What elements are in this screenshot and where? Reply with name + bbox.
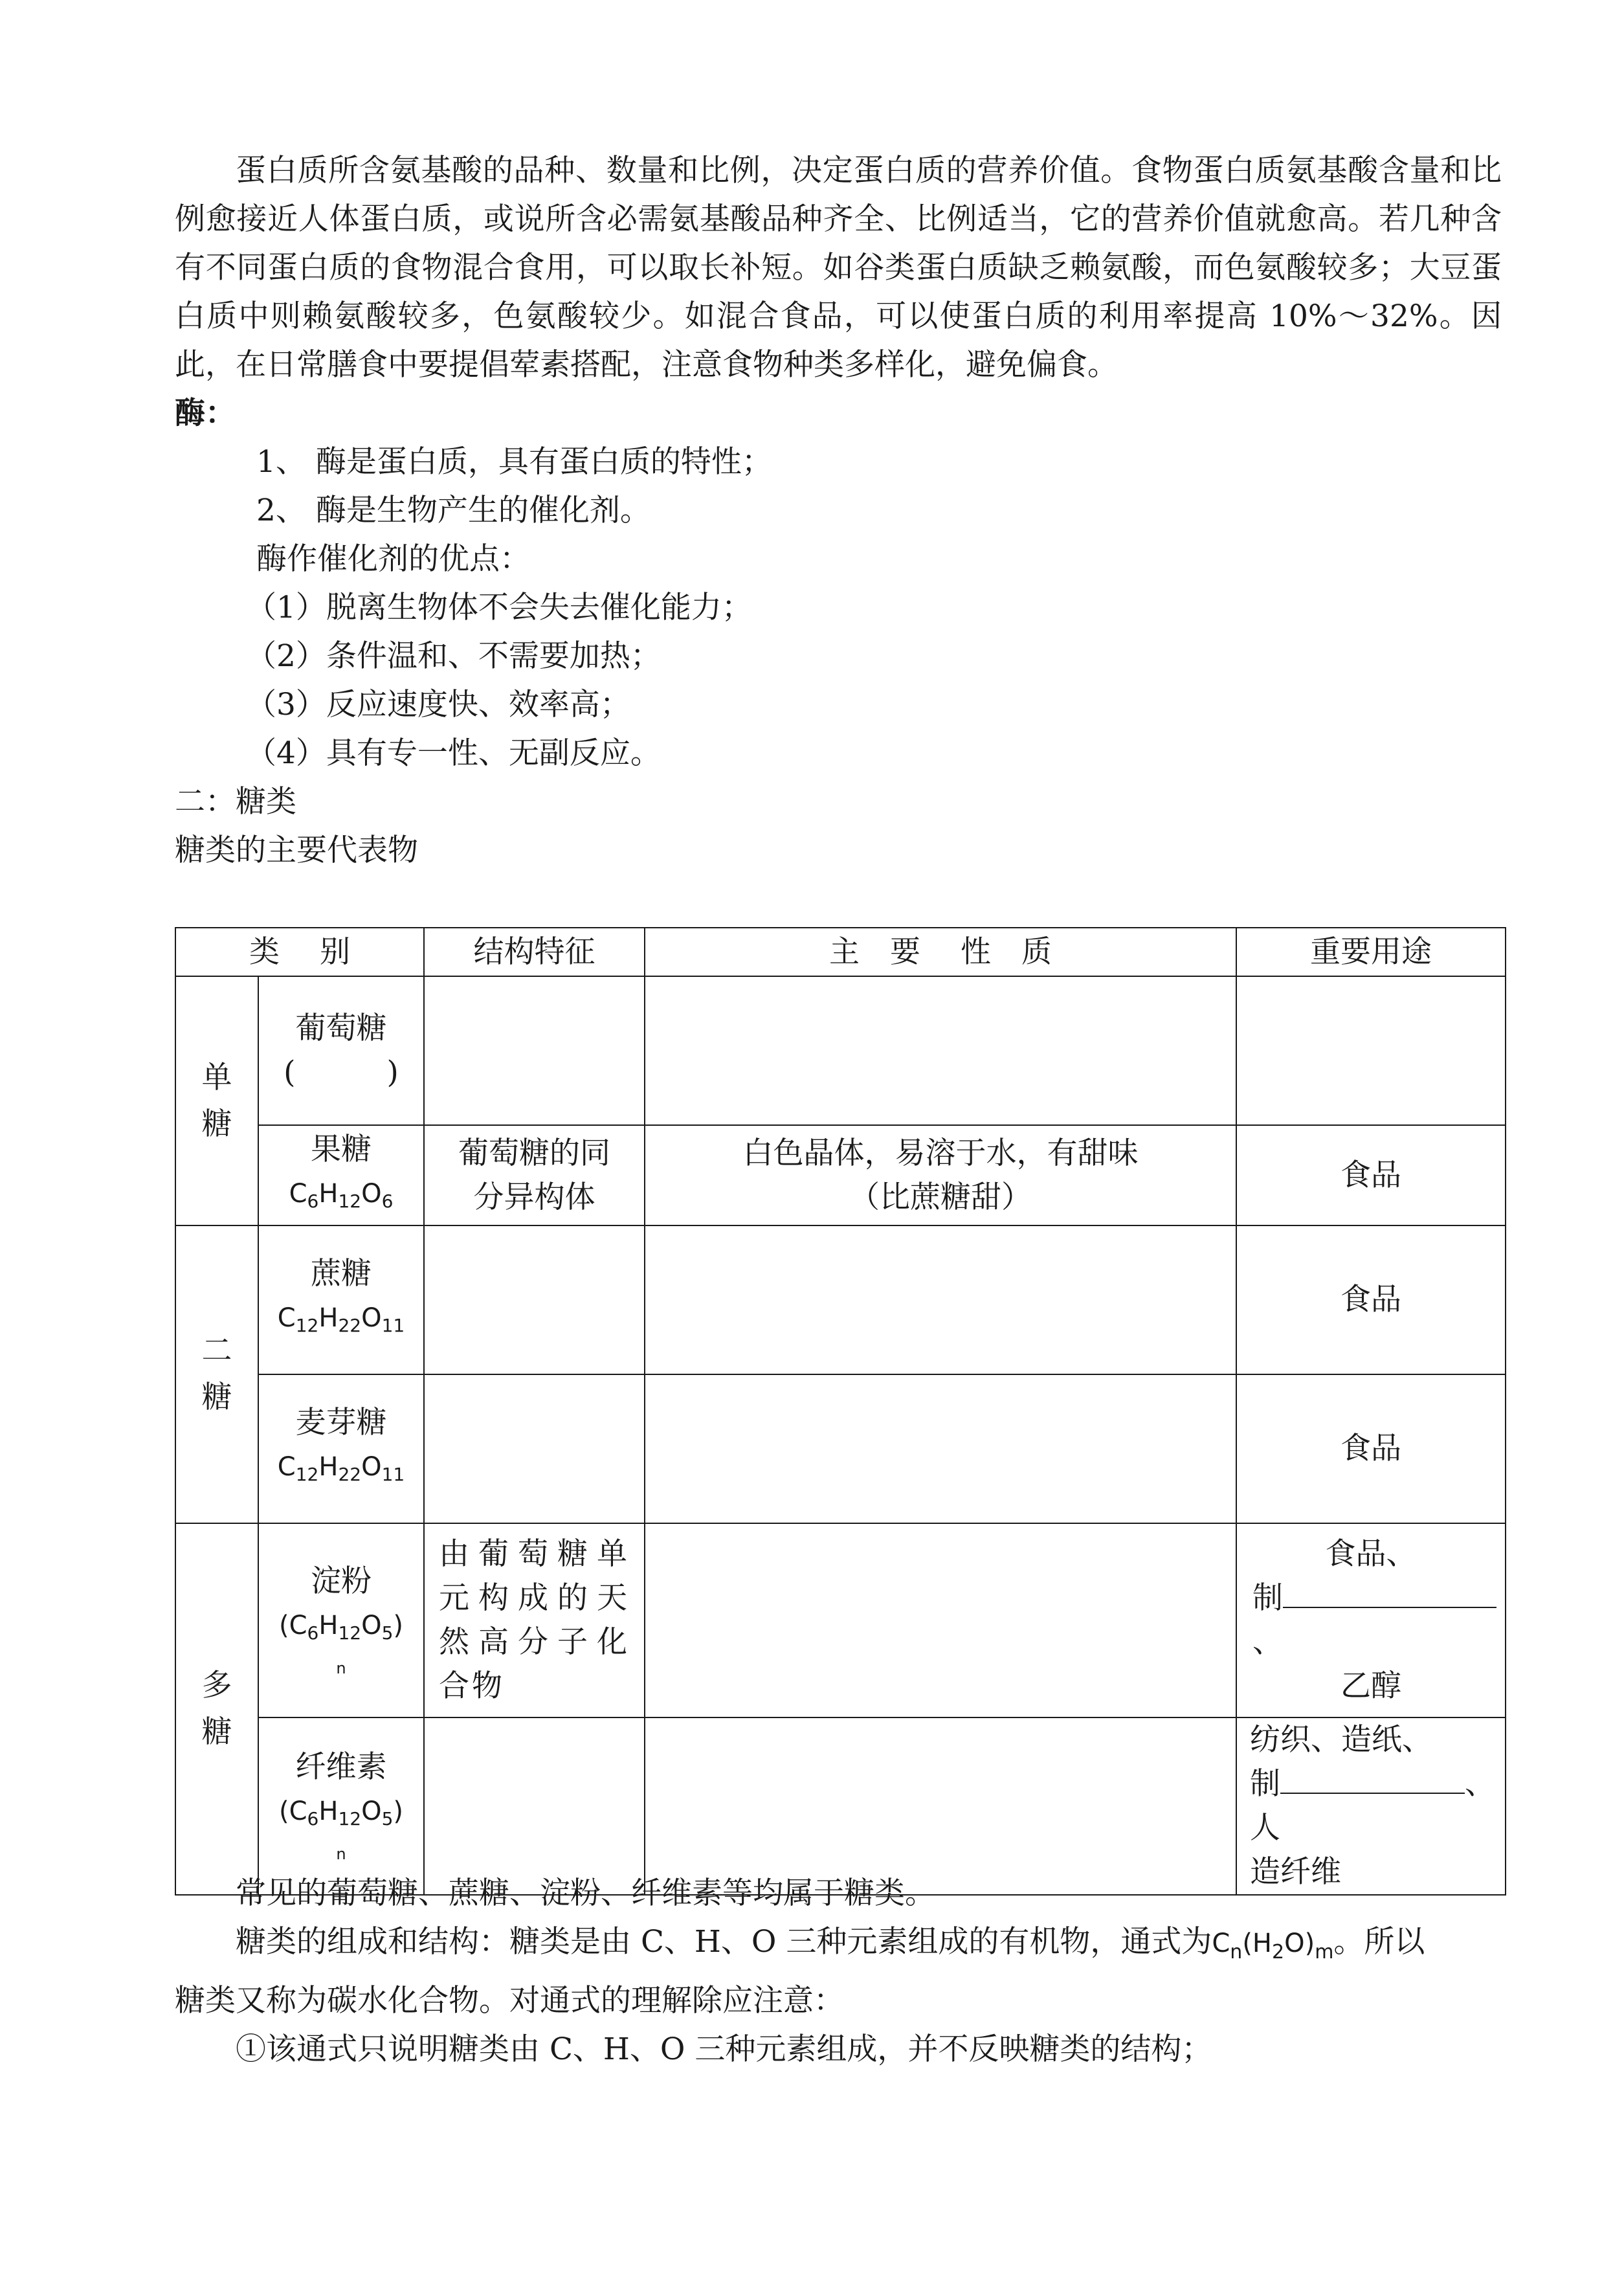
sugar-composition-text: 糖类的组成和结构：糖类是由 C、H、O 三种元素组成的有机物，通式为	[236, 1924, 1212, 1960]
cellulose-use	[1236, 1717, 1506, 1895]
glucose-property	[645, 976, 1236, 1125]
fructose-structure-text: 葡萄糖的同分异构体	[458, 1135, 611, 1215]
cellulose-use-suffix: 、人	[1250, 1766, 1496, 1846]
header-category: 类 别	[175, 928, 424, 976]
group-di-label: 二糖	[201, 1333, 232, 1415]
starch-use-prefix: 制	[1252, 1580, 1284, 1616]
enzyme-advantages-title: 酶作催化剂的优点：	[256, 541, 530, 577]
glucose-formula-blank: ( )	[284, 1055, 399, 1090]
cellulose-use-prefix: 制	[1250, 1766, 1281, 1802]
table-row	[175, 976, 1506, 1125]
section-title: 二：糖类	[175, 784, 296, 820]
fructose-name-cell	[258, 1125, 424, 1225]
cellulose-use-blank[interactable]	[1280, 1763, 1465, 1794]
table-row	[175, 1374, 1506, 1523]
enzyme-advantage-4: （4）具有专一性、无副反应。	[246, 735, 661, 771]
maltose-name: 麦芽糖	[295, 1405, 387, 1440]
starch-use-suffix: 、	[1252, 1624, 1284, 1660]
cellulose-structure	[424, 1717, 645, 1895]
maltose-structure	[424, 1374, 645, 1523]
starch-use-line3: 乙醇	[1340, 1668, 1402, 1704]
document-body	[175, 146, 1502, 875]
group-di	[175, 1225, 258, 1523]
sucrose-property	[645, 1225, 1236, 1374]
group-mono-label: 单糖	[201, 1059, 232, 1142]
sugar-composition-tail: 。所以	[1333, 1924, 1425, 1960]
sucrose-structure	[424, 1225, 645, 1374]
enzyme-advantage-2: （2）条件温和、不需要加热；	[246, 638, 661, 674]
starch-use-line2	[1237, 1576, 1505, 1664]
carbohydrate-note: 糖类又称为碳水化合物。对通式的理解除应注意：	[175, 1983, 844, 2019]
sucrose-formula: $C_{12}H_{22}O_{11}$	[277, 1303, 405, 1336]
maltose-formula: $C_{12}H_{22}O_{11}$	[277, 1452, 405, 1485]
glucose-name: 葡萄糖	[295, 1011, 387, 1046]
maltose-property	[645, 1374, 1236, 1523]
formula-note-1: ①该通式只说明糖类由 C、H、O 三种元素组成，并不反映糖类的结构；	[236, 2031, 1212, 2067]
table-row	[175, 1717, 1506, 1895]
sucrose-name: 蔗糖	[311, 1256, 372, 1292]
starch-name: 淀粉	[311, 1563, 372, 1599]
fructose-name: 果糖	[311, 1131, 372, 1167]
header-use: 重要用途	[1236, 928, 1506, 976]
cellulose-use-line1: 纺织、造纸、	[1250, 1722, 1433, 1758]
starch-name-cell	[258, 1523, 424, 1717]
intro-paragraph: 蛋白质所含氨基酸的品种、数量和比例，决定蛋白质的营养价值。食物蛋白质氨基酸含量和比例愈接近人体蛋白质，或说所含必需氨基酸品种齐全、比例适当，它的营养价值就愈高。若几种含有不同蛋白质的食物混合食用，可以取长补短。如谷类蛋白质缺乏赖氨酸，而色氨酸较多；大豆蛋白质中则赖氨酸较多，色氨酸较少。如混合食品，可以使蛋白质的利用率提高 10%～32%。因此，在日常膳食中要提倡荤素搭配，注意食物种类多样化，避免偏食。	[175, 153, 1502, 383]
cellulose-name: 纤维素	[295, 1749, 387, 1785]
maltose-use: 食品	[1236, 1374, 1506, 1523]
cellulose-name-cell	[258, 1717, 424, 1895]
after-table-text	[175, 1869, 1502, 2074]
fructose-formula: $C_6H_{12}O_6$	[289, 1178, 394, 1212]
group-mono	[175, 976, 258, 1225]
fructose-property	[645, 1125, 1236, 1225]
cellulose-use-line2	[1250, 1762, 1505, 1850]
enzyme-item-2: 2、 酶是生物产生的催化剂。	[256, 493, 651, 528]
sugar-table	[175, 927, 1506, 1896]
glucose-name-cell	[258, 976, 424, 1125]
header-structure: 结构特征	[424, 928, 645, 976]
sugar-examples: 常见的葡萄糖、蔗糖、淀粉、纤维素等均属于糖类。	[236, 1875, 935, 1911]
fructose-property-line1: 白色晶体，易溶于水，有甜味	[742, 1135, 1139, 1171]
starch-use-line1: 食品、	[1325, 1536, 1417, 1572]
cellulose-formula: $(C_6H_{12}O_5)$	[279, 1796, 404, 1829]
enzyme-item-1: 1、 酶是蛋白质，具有蛋白质的特性；	[256, 444, 772, 480]
starch-use	[1236, 1523, 1506, 1717]
starch-structure: 由葡萄糖单元构成的天然高分子化合物	[424, 1523, 645, 1717]
starch-property	[645, 1523, 1236, 1717]
glucose-use	[1236, 976, 1506, 1125]
enzyme-heading: 酶：	[175, 396, 236, 431]
table-caption: 糖类的主要代表物	[175, 833, 418, 868]
cellulose-property	[645, 1717, 1236, 1895]
group-poly-label: 多糖	[201, 1668, 232, 1750]
cellulose-formula-n: n	[336, 1845, 346, 1863]
table-row	[175, 1225, 1506, 1374]
cellulose-use-line3: 造纤维	[1250, 1854, 1342, 1890]
starch-formula-n: n	[336, 1659, 346, 1677]
general-formula: $C_n(H_2O)_m$	[1212, 1929, 1334, 1963]
glucose-structure	[424, 976, 645, 1125]
group-poly	[175, 1523, 258, 1895]
table-row	[175, 1523, 1506, 1717]
sugar-composition	[175, 1918, 1502, 1976]
enzyme-advantage-3: （3）反应速度快、效率高；	[246, 687, 630, 722]
enzyme-advantage-1: （1）脱离生物体不会失去催化能力；	[246, 590, 752, 625]
sucrose-name-cell	[258, 1225, 424, 1374]
table-row	[175, 1125, 1506, 1225]
fructose-property-line2: （比蔗糖甜）	[849, 1179, 1032, 1215]
starch-use-blank[interactable]	[1283, 1577, 1496, 1608]
header-property: 主 要 性 质	[645, 928, 1236, 976]
maltose-name-cell	[258, 1374, 424, 1523]
sucrose-use: 食品	[1236, 1225, 1506, 1374]
table-header-row	[175, 928, 1506, 976]
fructose-structure	[424, 1125, 645, 1225]
starch-formula: $(C_6H_{12}O_5)$	[279, 1611, 404, 1644]
fructose-use: 食品	[1236, 1125, 1506, 1225]
